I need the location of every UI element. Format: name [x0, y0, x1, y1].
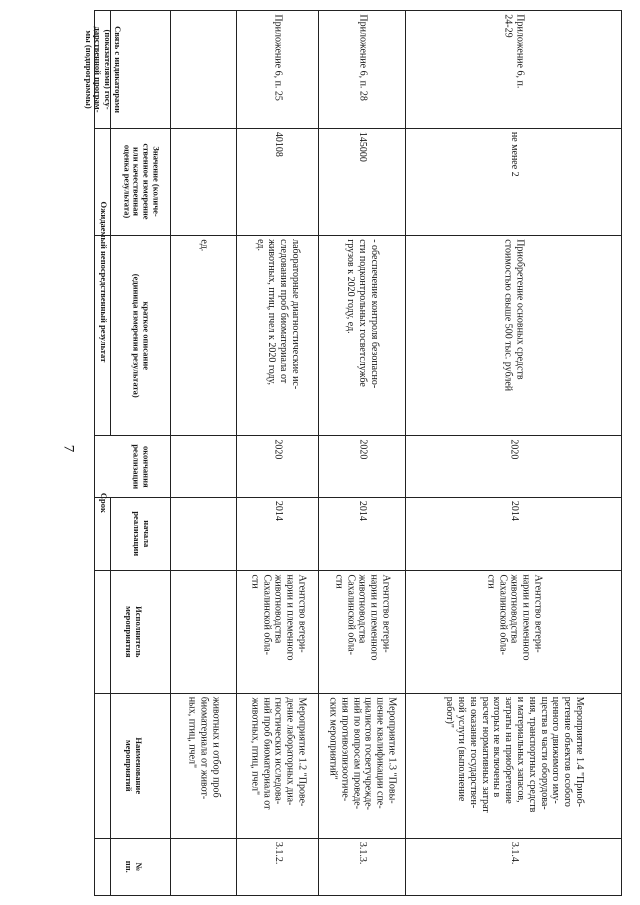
row1-start: 2014 — [272, 500, 284, 521]
row3-link: Приложение 6, п. 24-29 — [502, 14, 526, 89]
row2-end: 2020 — [356, 438, 368, 459]
row2-start: 2014 — [356, 500, 368, 521]
row3-start: 2014 — [508, 500, 520, 521]
row1-exec: Агентство ветери- нарии и племенного животноводства Сахалинской обла- сти — [248, 573, 307, 660]
table-border-bottom — [94, 895, 622, 896]
row3-end: 2020 — [508, 438, 520, 459]
row3-desc: Приобретение основных средств стоимостью свыше 500 тыс. рублей — [502, 239, 526, 391]
page-number: 7 — [60, 444, 77, 453]
header-term: Срок — [98, 492, 109, 513]
row3-exec: Агентство ветери- нарии и племенного животноводства Сахалинской обла- сти — [484, 573, 543, 660]
header-num: № пп. — [123, 861, 144, 873]
row1-desc: лабораторные диагностические ис- следования проб биоматериала от животных, птиц, пчел к 2020 году, ед. — [254, 239, 302, 390]
row3-name: Мероприятие 1.4 "Приоб- ретение объектов особого ценного движимого иму- щества в части оборудова- ния, транспортных средств и материальных запасов, затраты на приобретение которых не включены в расчет нормативных затрат на оказание государствен- ной услуги (выполнение работ)" — [443, 697, 585, 813]
row2-link: Приложение 6, п. 28 — [356, 13, 368, 101]
header-exec: Исполнитель мероприятия — [123, 606, 144, 658]
row1-end: 2020 — [272, 438, 284, 459]
header-desc: краткое описание (единица измерения результата) — [131, 273, 152, 398]
header-name: Наименование мероприятий — [123, 737, 144, 795]
header-value: Значение (количе- ственное измерение или качественная оценка результата) — [121, 143, 162, 221]
row2-exec: Агентство ветери- нарии и племенного животноводства Сахалинской обла- сти — [333, 573, 392, 660]
row3-value: не менее 2 — [508, 131, 520, 177]
header-link: Связь с индикаторами (показателями) госу- дарственной програм- мы (подпрограммы) — [83, 26, 124, 113]
row1-num: 3.1.2. — [272, 841, 284, 865]
header-start: начала реализации — [131, 511, 152, 557]
row2-desc: - обеспечение контроля безопасно- сти подконтрольных госветслужбе грузов к 2020 году, ед. — [345, 238, 380, 389]
row2-value: 145000 — [356, 131, 368, 162]
row1-value: 40108 — [272, 131, 284, 157]
row1-name: Мероприятие 1.2 "Прове- дение лабораторных диа- гностических исследова- ний проб биоматериала от животных, птиц, пчел" — [248, 696, 307, 810]
row2-name: Мероприятие 1.3 "Повы- шение квалификации спе- циалистов госветучрежде- ний по вопросам проведе- ния противоэпизоотиче- ских мероприятий" — [327, 697, 398, 810]
row3-num: 3.1.4. — [508, 841, 520, 865]
row0-desc: ед. — [198, 238, 210, 251]
header-expected: Ожидаемый непосредственный результат — [98, 201, 109, 363]
table-border-right — [621, 10, 622, 895]
row1-link: Приложение 6, п. 25 — [272, 13, 284, 101]
header-end: окончания реализации — [131, 444, 152, 489]
row0-name: животных и отбор проб биоматериала от живот- ных, птиц, пчел" — [186, 696, 222, 800]
row2-num: 3.1.3. — [356, 841, 368, 865]
